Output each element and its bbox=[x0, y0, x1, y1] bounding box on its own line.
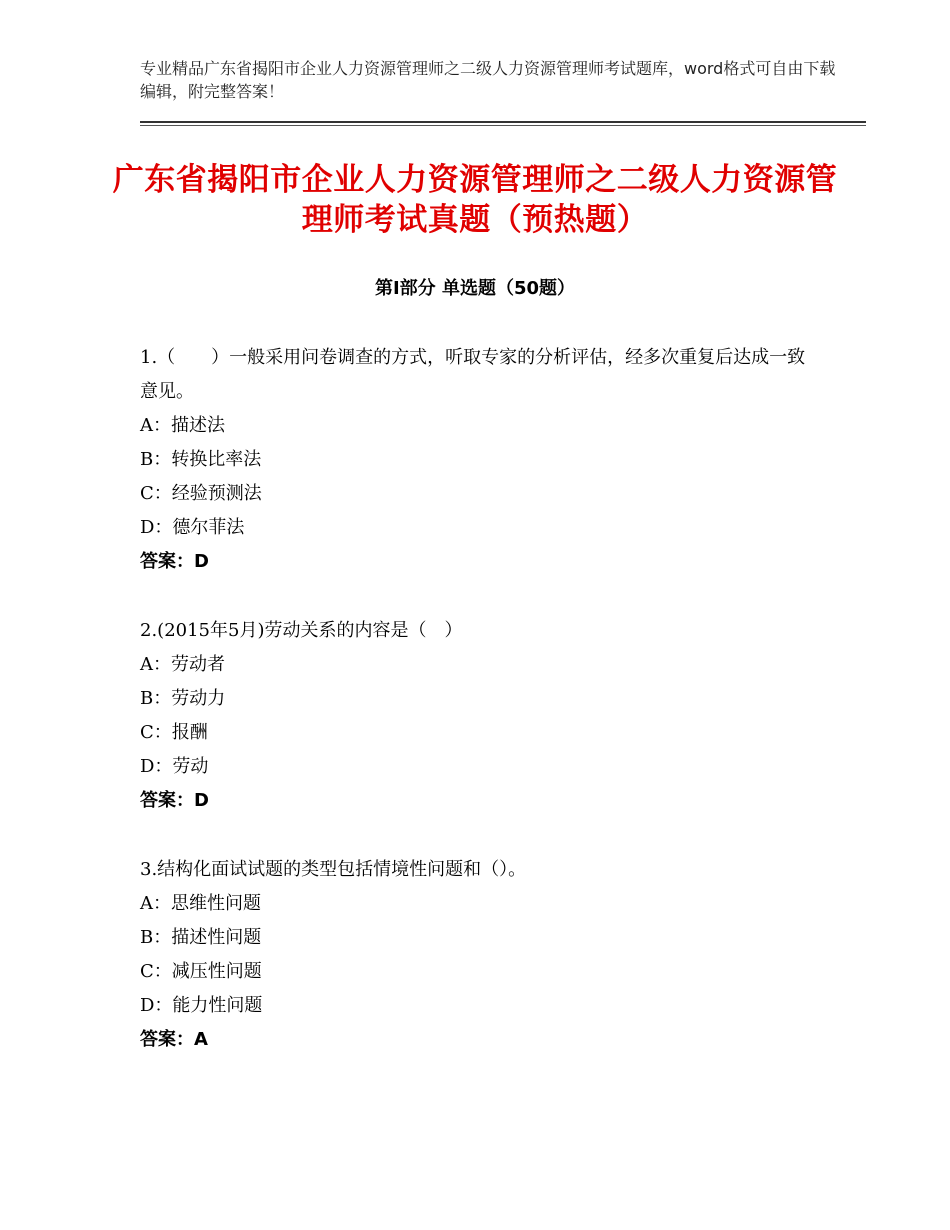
option-a: A：描述法 bbox=[140, 415, 225, 436]
question-stem: 3.结构化面试试题的类型包括情境性问题和（）。 bbox=[140, 859, 527, 880]
option-b: B：转换比率法 bbox=[140, 449, 262, 470]
answer: 答案：D bbox=[140, 551, 209, 572]
question-1 bbox=[140, 341, 820, 579]
option-b: B：劳动力 bbox=[140, 688, 226, 709]
question-stem: 2.(2015年5月)劳动关系的内容是（ ） bbox=[140, 620, 463, 641]
option-a: A：思维性问题 bbox=[140, 893, 261, 914]
question-2 bbox=[140, 614, 820, 818]
option-c: C：减压性问题 bbox=[140, 961, 262, 982]
option-a: A：劳动者 bbox=[140, 654, 225, 675]
header-divider-thick bbox=[140, 121, 866, 123]
option-c: C：报酬 bbox=[140, 722, 208, 743]
question-stem: 1.（ ）一般采用问卷调查的方式，听取专家的分析评估，经多次重复后达成一致意见。 bbox=[140, 347, 806, 402]
answer: 答案：A bbox=[140, 1029, 208, 1050]
option-d: D：能力性问题 bbox=[140, 995, 263, 1016]
option-d: D：德尔菲法 bbox=[140, 517, 245, 538]
header-note: 专业精品广东省揭阳市企业人力资源管理师之二级人力资源管理师考试题库，word格式可自由下载编辑，附完整答案！ bbox=[140, 59, 836, 101]
question-3 bbox=[140, 853, 820, 1057]
section-title: 第Ⅰ部分 单选题（50题） bbox=[374, 278, 575, 299]
option-b: B：描述性问题 bbox=[140, 927, 262, 948]
document-title: 广东省揭阳市企业人力资源管理师之二级人力资源管理师考试真题（预热题） bbox=[112, 162, 838, 238]
option-d: D：劳动 bbox=[140, 756, 209, 777]
answer: 答案：D bbox=[140, 790, 209, 811]
header-divider-thin bbox=[140, 125, 866, 126]
option-c: C：经验预测法 bbox=[140, 483, 262, 504]
